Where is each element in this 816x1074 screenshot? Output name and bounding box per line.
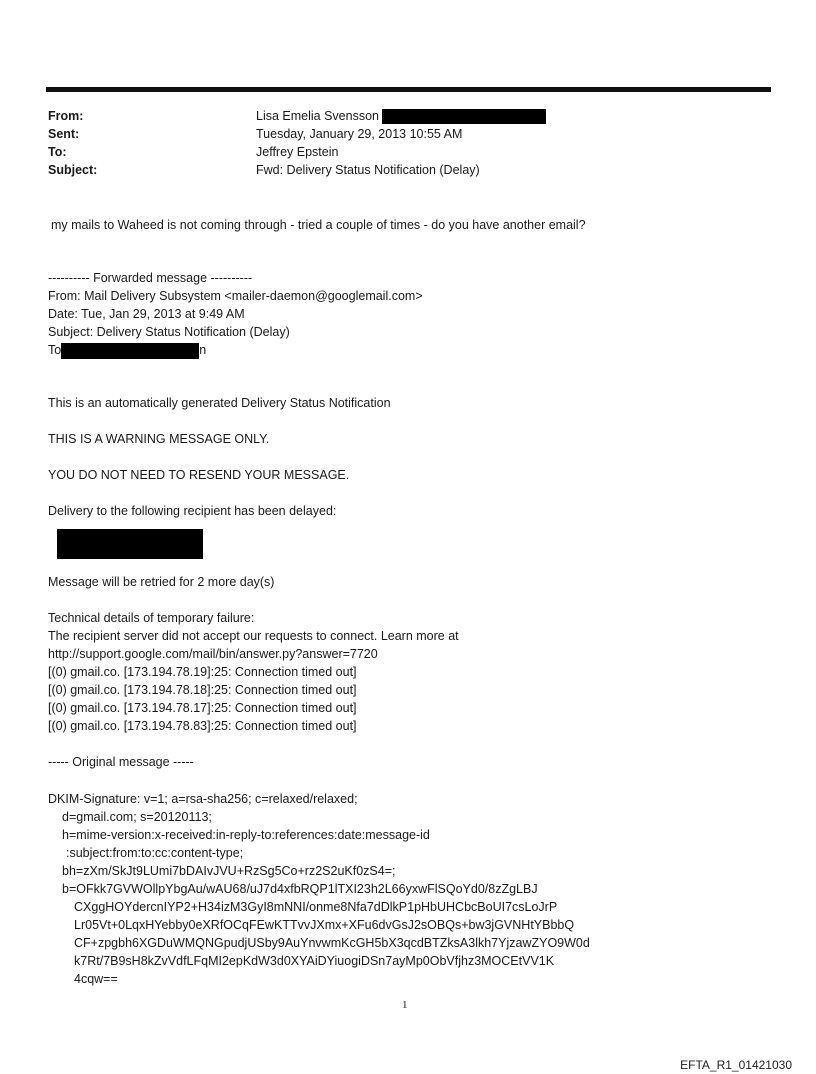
redaction-block [61,343,199,359]
subject-value: Fwd: Delivery Status Notification (Delay) [256,163,480,177]
dkim-line: :subject:from:to:cc:content-type; [66,846,244,860]
tech-line: The recipient server did not accept our requests to connect. Learn more at [48,629,459,643]
sent-label: Sent: [48,127,80,141]
from-label: From: [48,109,84,123]
tech-link: http://support.google.com/mail/bin/answer.py?answer=7720 [48,647,378,661]
forward-to-prefix: To [48,343,62,357]
from-value [256,107,608,125]
warning-text: THIS IS A WARNING MESSAGE ONLY. [48,432,270,446]
failure-line: [(0) gmail.co. [173.194.78.18]:25: Connection timed out] [48,683,357,697]
to-row [48,143,608,161]
forward-to-suffix: n [199,343,207,357]
tech-title: Technical details of temporary failure: [48,611,255,625]
delayed-text: Delivery to the following recipient has been delayed: [48,504,337,518]
to-label: To: [48,145,67,159]
dkim-line: CF+zpgbh6XGDuWMQNGpudjUSby9AuYnvwmKcGH5bX3qcdBTZksA3lkh7YjzawZYO9W0d [74,936,590,950]
header-rule [46,87,771,92]
dkim-line: k7Rt/7B9sH8kZvVdfLFqMI2epKdW3d0XYAiDYiuogiDSn7ayMp0ObVfjhz3MOCEtVV1K [74,954,555,968]
failure-line: [(0) gmail.co. [173.194.78.17]:25: Connection timed out] [48,701,357,715]
redaction-block [382,109,546,124]
dkim-line: 4cqw== [74,972,118,986]
no-resend-text: YOU DO NOT NEED TO RESEND YOUR MESSAGE. [48,468,350,482]
dkim-signature [48,790,590,988]
page-number: 1 [402,999,408,1011]
retry-text: Message will be retried for 2 more day(s) [48,575,275,589]
intro-text: my mails to Waheed is not coming through - tried a couple of times - do you have another email? [51,218,586,232]
dkim-line: h=mime-version:x-received:in-reply-to:references:date:message-id [62,828,430,842]
failure-line: [(0) gmail.co. [173.194.78.19]:25: Connection timed out] [48,665,357,679]
auto-notice: This is an automatically generated Delivery Status Notification [48,396,391,410]
dkim-line: d=gmail.com; s=20120113; [62,810,212,824]
subject-row [48,161,608,179]
forward-to [48,341,206,359]
email-header [48,107,608,179]
from-row [48,107,608,125]
subject-label: Subject: [48,163,98,177]
failure-line: [(0) gmail.co. [173.194.78.83]:25: Connection timed out] [48,719,357,733]
from-name: Lisa Emelia Svensson [256,109,379,123]
forward-marker: ---------- Forwarded message ---------- [48,271,253,285]
sent-row [48,125,608,143]
forward-subject: Subject: Delivery Status Notification (Delay) [48,325,290,339]
dkim-line: b=OFkk7GVWOllpYbgAu/wAU68/uJ7d4xfbRQP1lTXI23h2L66yxwFlSQoYd0/8zZgLBJ [62,882,538,896]
redacted-recipient [57,529,203,559]
dkim-line: bh=zXm/SkJt9LUmi7bDAIvJVU+RzSg5Co+rz2S2uKf0zS4=; [62,864,396,878]
forward-from: From: Mail Delivery Subsystem <mailer-daemon@googlemail.com> [48,289,423,303]
dkim-line: CXggHOYdercnIYP2+H34izM3GyI8mNNI/onme8Nfa7dDlkP1pHbUHCbcBoUI7csLoJrP [74,900,558,914]
document-id: EFTA_R1_01421030 [680,1058,792,1072]
dkim-line: Lr05Vt+0LqxHYebby0eXRfOCqFEwKTTvvJXmx+XFu6dvGsJ2sOBQs+bw3jGVNHtYBbbQ [74,918,575,932]
original-marker: ----- Original message ----- [48,755,194,769]
dkim-line: DKIM-Signature: v=1; a=rsa-sha256; c=relaxed/relaxed; [48,792,358,806]
to-value: Jeffrey Epstein [256,145,339,159]
forward-date: Date: Tue, Jan 29, 2013 at 9:49 AM [48,307,245,321]
sent-value: Tuesday, January 29, 2013 10:55 AM [256,127,463,141]
